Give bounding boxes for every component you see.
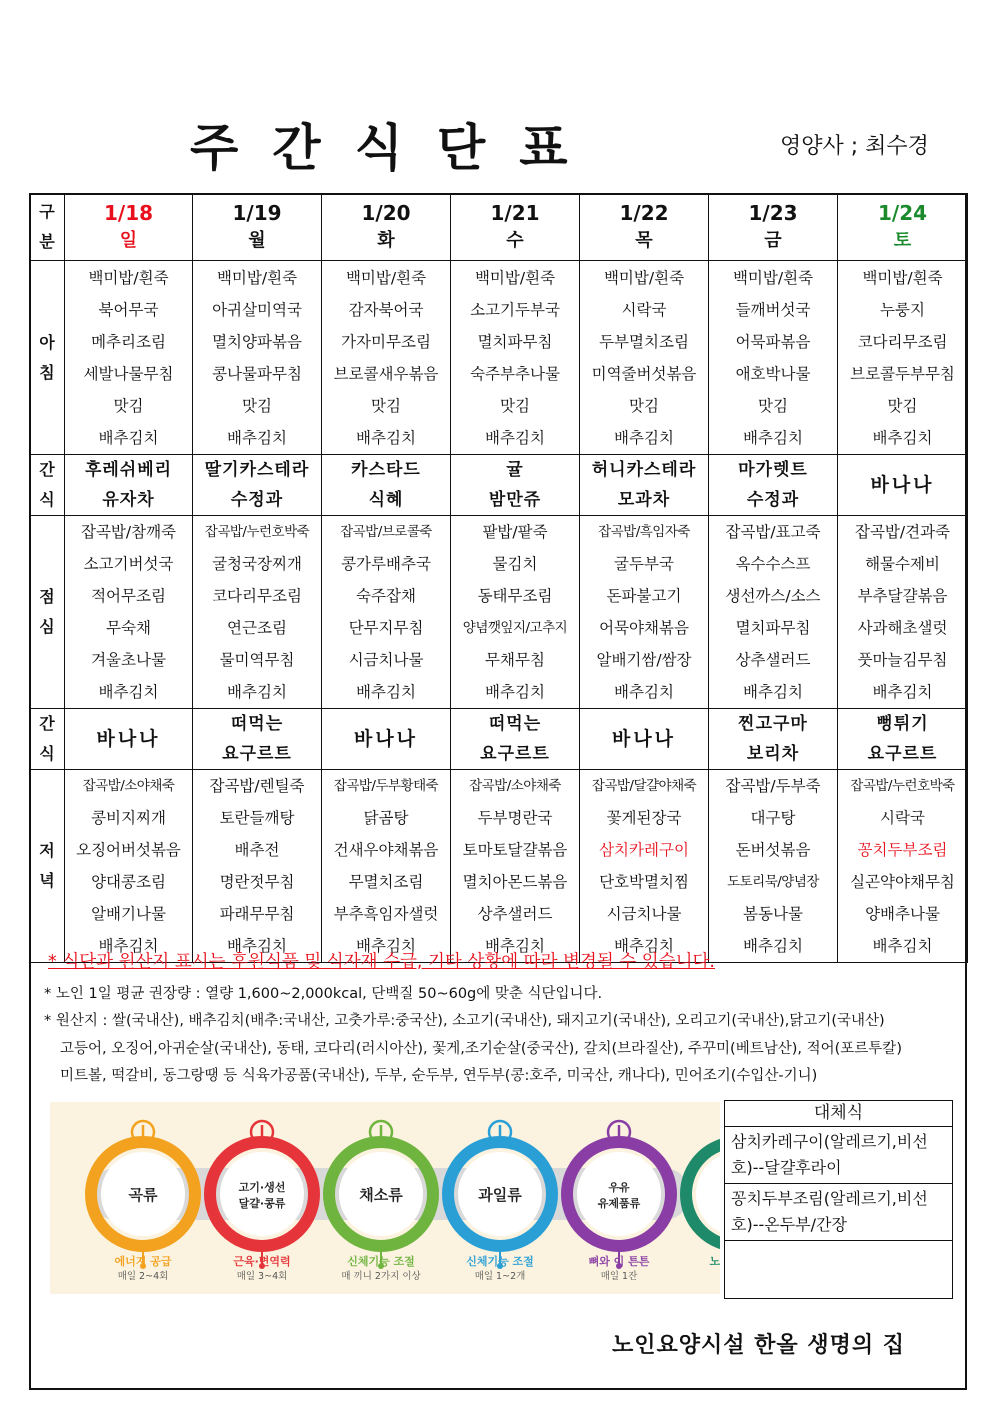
lunch-cell [322,516,451,709]
row-header-label [30,194,65,261]
menu-item: 적어무조림 [91,587,166,605]
snack1-cell [709,455,838,516]
dinner-cell [65,770,193,963]
snack-item: 보리차 [746,744,800,764]
menu-item: 잡곡밥/두부죽 [725,777,821,795]
lunch-cell [709,516,838,709]
origin-note-2: 고등어, 오징어,아귀순살(국내산), 동태, 코다리(러시아산), 꽃게,조기순살(중국산), 갈치(브라질산), 주꾸미(베트남산), 적어(포르투칼) [60,1041,902,1057]
label-char: 침 [39,362,55,382]
food-group-amount: 매일 1잔 [600,1271,638,1282]
menu-item: 잡곡밥/참깨죽 [80,523,177,541]
date-label: 1/23 [748,201,798,225]
menu-item: 오징어버섯볶음 [76,841,181,859]
menu-item: 잡곡밥/표고죽 [725,523,821,541]
dinner-cell [322,770,451,963]
snack-item: 바나나 [611,728,677,750]
snack-item: 바나나 [870,474,935,496]
menu-item: 배추김치 [743,428,803,447]
menu-item: 상추샐러드 [735,651,811,669]
menu-item: 가자미무조림 [341,332,431,351]
dinner-cell [451,770,580,963]
menu-item: 백미밥/흰죽 [474,268,556,287]
snack-item: 귤 [506,460,524,480]
snack2-cell [451,709,580,770]
menu-item: 잡곡밥/브로콜죽 [340,524,432,540]
snack2-label [30,709,65,770]
menu-item: 시금치나물 [606,905,682,923]
menu-item: 동태무조림 [477,587,553,605]
day-header [580,194,709,261]
menu-item: 들깨버섯국 [735,300,811,319]
menu-item: 숙주부추나물 [470,364,560,383]
menu-item: 멸치아몬드볶음 [462,873,568,891]
menu-item: 단무지무침 [348,619,424,637]
menu-item: 배추김치 [743,937,803,955]
menu-item: 숙주잡채 [356,587,416,605]
menu-item: 멸치파무침 [477,332,553,351]
menu-item: 양배추나물 [865,905,940,923]
change-notice: * 식단과 원산지 표시는 후원식품 및 식자재 수급, 기타 상황에 따라 변경될 수 있습니다. [48,952,715,972]
menu-item: 코다리무조림 [212,587,302,605]
menu-item: 콩나물파무침 [212,364,302,383]
menu-item: 잡곡밥/렌틸죽 [209,777,305,795]
lunch-cell [580,516,709,709]
day-header [65,194,193,261]
snack-item: 요구르트 [222,744,292,764]
menu-item: 사과해초샐럿 [857,619,948,637]
menu-item: 굴두부국 [614,555,674,573]
substitute-item-empty [725,1241,953,1299]
snack2-cell [838,709,968,770]
breakfast-label [30,261,65,455]
food-group-graphic [50,1102,720,1294]
menu-item: 돈파불고기 [606,587,682,605]
menu-item: 봄동나물 [743,905,803,923]
menu-item: 메추리조림 [91,332,166,351]
date-label: 1/21 [490,201,540,225]
food-group-effect: 에너지 공급 [114,1255,172,1268]
menu-item: 실곤약야채무침 [850,873,955,891]
snack-item: 떠먹는 [488,714,542,734]
menu-item: 잡곡밥/달걀야채죽 [591,778,697,794]
menu-item: 백미밥/흰죽 [732,268,814,287]
day-header [193,194,322,261]
label-char: 구 [39,202,55,221]
menu-item: 대구탕 [750,809,796,827]
dinner-cell [709,770,838,963]
menu-item: 부추흑임자샐럿 [333,905,439,923]
menu-item: 상추샐러드 [477,905,553,923]
menu-item: 잡곡밥/견과죽 [854,523,951,541]
label-char: 간 [39,714,55,733]
menu-item: 시락국 [621,300,667,319]
menu-item: 배추김치 [743,683,803,701]
snack-item: 밤만쥬 [488,490,542,510]
snack-item: 후레쉬베리 [84,460,173,480]
weekday-label: 토 [893,230,912,251]
menu-item: 브로콜두부무침 [850,364,955,383]
menu-item: 단호박멸치찜 [599,873,689,891]
menu-item: 시금치나물 [348,651,424,669]
dinner-cell [580,770,709,963]
snack-item: 수정과 [746,490,800,510]
food-group-name: 곡류 [128,1186,158,1204]
menu-item: 감자북어국 [348,300,424,319]
menu-item: 옥수수스프 [735,555,811,573]
origin-note-1: * 원산지 : 쌀(국내산), 배추김치(배추:국내산, 고춧가루:중국산), 소고기(국내산), 돼지고기(국내산), 오리고기(국내산),닭고기(국내산) [44,1013,885,1029]
menu-item: 맛김 [500,396,530,415]
food-group [91,1121,195,1282]
snack-item: 요구르트 [480,744,550,764]
weekly-menu-table [29,193,968,963]
menu-item: 백미밥/흰죽 [345,268,427,287]
menu-item: 생선까스/소스 [725,587,821,605]
menu-item: 멸치파무침 [735,619,811,637]
snack2-cell [322,709,451,770]
facility-name: 노인요양시설 한올 생명의 집 [612,1333,906,1358]
menu-item: 잡곡밥/두부황태죽 [333,778,439,794]
food-group [686,1121,720,1282]
date-label: 1/22 [619,201,669,225]
menu-item: 백미밥/흰죽 [862,268,943,287]
breakfast-cell [709,261,838,455]
menu-item: 미역줄버섯볶음 [591,364,697,383]
menu-item: 잡곡밥/소야채죽 [469,778,561,794]
lunch-cell [65,516,193,709]
menu-item: 잡곡밥/소야채죽 [82,778,175,794]
label-char: 녁 [39,871,55,890]
date-label: 1/18 [103,201,154,225]
snack-item: 수정과 [230,490,284,510]
menu-item: 배추김치 [356,937,416,955]
menu-item: 콩비지찌개 [91,809,166,827]
snack2-cell [65,709,193,770]
date-label: 1/24 [877,201,928,225]
snack-item: 찐고구마 [738,714,808,734]
food-group-name: 달걀·콩류 [238,1197,286,1210]
day-header [709,194,838,261]
snack1-cell [580,455,709,516]
substitute-item: 꽁치두부조림(알레르기,비선호)--온두부/간장 [725,1184,953,1241]
menu-item: 명란젓무침 [219,873,295,891]
menu-item: 배추김치 [227,683,287,701]
menu-item: 백미밥/흰죽 [88,268,169,287]
menu-item: 맛김 [113,396,144,415]
snack2-cell [193,709,322,770]
snack1-label [30,455,65,516]
label-char: 식 [39,744,55,763]
breakfast-cell [193,261,322,455]
weekday-label: 월 [248,230,266,251]
weekday-label: 목 [635,230,653,251]
menu-item: 잡곡밥/누런호박죽 [204,524,310,540]
snack1-cell [322,455,451,516]
snack-item: 요구르트 [867,744,938,764]
snack1-cell [838,455,968,516]
lunch-label [30,516,65,709]
food-group-center [220,1152,304,1236]
menu-item: 배추김치 [485,428,545,447]
menu-item: 배추김치 [98,937,159,955]
menu-item: 시락국 [880,809,925,827]
menu-item: 두부멸치조림 [599,332,689,351]
menu-item: 누룽지 [880,300,925,319]
snack1-cell [193,455,322,516]
breakfast-cell [65,261,193,455]
menu-item: 브로콜새우볶음 [333,364,439,383]
snack-item: 허니카스테라 [591,460,697,480]
label-char: 저 [39,841,55,860]
menu-item: 콩가루배추국 [341,555,431,573]
food-group-amount: 매일 2~4회 [117,1271,169,1282]
menu-item: 해물수제비 [865,555,940,573]
dinner-cell [193,770,322,963]
menu-item: 배추김치 [356,428,416,447]
menu-item: 맛김 [242,396,272,415]
menu-item: 잡곡밥/누런호박죽 [850,778,955,794]
menu-item: 무채무침 [485,651,545,669]
snack2-cell [709,709,838,770]
food-group-name: 우유 [608,1181,630,1194]
menu-item: 배추김치 [227,428,287,447]
snack-item: 떠먹는 [230,714,284,734]
menu-item: 백미밥/흰죽 [603,268,685,287]
menu-item: 물미역무침 [219,651,295,669]
date-label: 1/19 [232,201,282,225]
menu-item: 굴청국장찌개 [212,555,302,573]
snack2-cell [580,709,709,770]
menu-item: 닭곰탕 [363,809,409,827]
snack1-cell [65,455,193,516]
snack-item: 모과차 [617,490,671,510]
menu-item: 배추김치 [98,428,159,447]
weekday-label: 일 [119,230,138,251]
menu-item: 토란들깨탕 [219,809,295,827]
menu-item: 배추김치 [485,937,545,955]
substitute-title: 대체식 [725,1101,953,1127]
menu-item: 애호박나물 [735,364,811,383]
snack-item: 딸기카스테라 [204,460,310,480]
menu-item: 무멸치조림 [348,873,424,891]
menu-item: 북어무국 [98,300,159,319]
food-group [448,1121,552,1282]
label-char: 아 [39,332,55,352]
menu-item: 양념깻잎지/고추지 [462,620,568,636]
menu-item: 꽁치두부조림 [857,841,948,859]
menu-item: 꽃게된장국 [606,809,682,827]
food-group [210,1121,314,1282]
breakfast-cell [451,261,580,455]
food-group-effect: 신체기능 조절 [347,1255,415,1268]
dietitian-label: 영양사 ; 최수경 [780,134,929,159]
menu-item: 알배기쌈/쌈장 [596,651,692,669]
weekday-label: 화 [377,230,395,251]
menu-item: 배추김치 [227,937,287,955]
dinner-label [30,770,65,963]
menu-item: 연근조림 [227,619,287,637]
menu-item: 배추김치 [485,683,545,701]
food-group-center [577,1152,661,1236]
label-char: 점 [39,587,55,606]
lunch-cell [838,516,968,709]
menu-item: 물김치 [492,555,538,573]
weekday-label: 금 [764,230,782,251]
menu-item: 코다리무조림 [857,332,948,351]
food-group-name: 채소류 [359,1186,403,1204]
menu-item: 배추김치 [872,428,933,447]
breakfast-cell [322,261,451,455]
food-group-name: 고기·생선 [238,1181,286,1194]
food-group-amount: 매일 1~2개 [474,1271,526,1282]
menu-item: 건새우야채볶음 [333,841,439,859]
menu-item: 아귀살미역국 [212,300,302,319]
label-char: 심 [39,617,55,636]
date-label: 1/20 [361,201,411,225]
menu-item: 백미밥/흰죽 [216,268,298,287]
food-group-name: 유제품류 [597,1197,641,1210]
menu-item: 배추김치 [872,683,933,701]
substitute-item: 삼치카레구이(알레르기,비선호)--달걀후라이 [725,1127,953,1184]
menu-item: 양대콩조림 [91,873,166,891]
menu-item: 배추김치 [614,683,674,701]
calorie-note: * 노인 1일 평균 권장량 : 열량 1,600~2,000kcal, 단백질 50~60g에 맞춘 식단입니다. [44,986,603,1002]
menu-item: 풋마늘김무침 [857,651,948,669]
breakfast-cell [580,261,709,455]
menu-item: 돈버섯볶음 [735,841,811,859]
menu-item: 배추김치 [98,683,159,701]
dinner-cell [838,770,968,963]
snack-item: 식혜 [368,490,404,510]
food-group-effect: 뼈와 이 튼튼 [588,1255,650,1268]
breakfast-cell [838,261,968,455]
menu-item: 배추김치 [614,937,674,955]
menu-item: 잡곡밥/흑임자죽 [598,524,690,540]
food-group-amount: 매일 3~4회 [236,1271,288,1282]
menu-item: 세발나물무침 [83,364,174,383]
menu-item: 맛김 [371,396,401,415]
menu-item: 부추달걀볶음 [857,587,948,605]
snack-item: 카스타드 [351,460,421,480]
food-group-effect: 노 [709,1255,720,1268]
menu-item: 두부명란국 [477,809,553,827]
snack-item: 바나나 [96,728,161,750]
menu-item: 맛김 [629,396,659,415]
menu-item: 배추전 [234,841,280,859]
label-char: 간 [39,460,55,479]
menu-item: 토마토달걀볶음 [462,841,568,859]
day-header [838,194,968,261]
page-title: 주간식단표 [190,119,602,177]
lunch-cell [193,516,322,709]
food-group [567,1121,671,1282]
menu-item: 배추김치 [356,683,416,701]
weekday-label: 수 [506,230,524,251]
day-header [322,194,451,261]
menu-item: 멸치양파볶음 [212,332,302,351]
snack-item: 유자차 [102,490,155,510]
menu-item: 맛김 [887,396,918,415]
snack-item: 마가렛트 [738,460,808,480]
menu-item: 맛김 [758,396,788,415]
food-group-amount: 매 끼니 2가지 이상 [341,1271,421,1282]
menu-item: 배추김치 [614,428,674,447]
snack-item: 뻥튀기 [876,714,929,734]
menu-item: 알배기나물 [91,905,166,923]
menu-item: 소고기버섯국 [83,555,174,573]
food-group-effect: 근육·면역력 [233,1255,291,1268]
snack1-cell [451,455,580,516]
menu-item: 무숙채 [106,619,151,637]
snack-item: 바나나 [353,728,419,750]
day-header [451,194,580,261]
menu-item: 파래무무침 [219,905,295,923]
origin-note-3: 미트볼, 떡갈비, 동그랑땡 등 식육가공품(국내산), 두부, 순두부, 연두부(콩:호주, 미국산, 캐나다), 민어조기(수입산-기니) [60,1068,818,1084]
label-char: 식 [39,490,55,509]
menu-item: 어묵파볶음 [735,332,811,351]
menu-item: 소고기두부국 [470,300,560,319]
menu-item: 배추김치 [872,937,933,955]
menu-item: 어묵야채볶음 [599,619,689,637]
food-group [329,1121,433,1282]
label-char: 분 [39,232,55,251]
substitute-table [724,1100,953,1299]
lunch-cell [451,516,580,709]
menu-item: 겨울초나물 [91,651,166,669]
food-group-name: 과일류 [478,1186,522,1204]
menu-item: 도토리묵/양념장 [727,874,819,890]
food-group-effect: 신체기능 조절 [466,1255,534,1268]
menu-item: 팥밥/팥죽 [482,523,548,541]
menu-item: 삼치카레구이 [599,841,689,859]
